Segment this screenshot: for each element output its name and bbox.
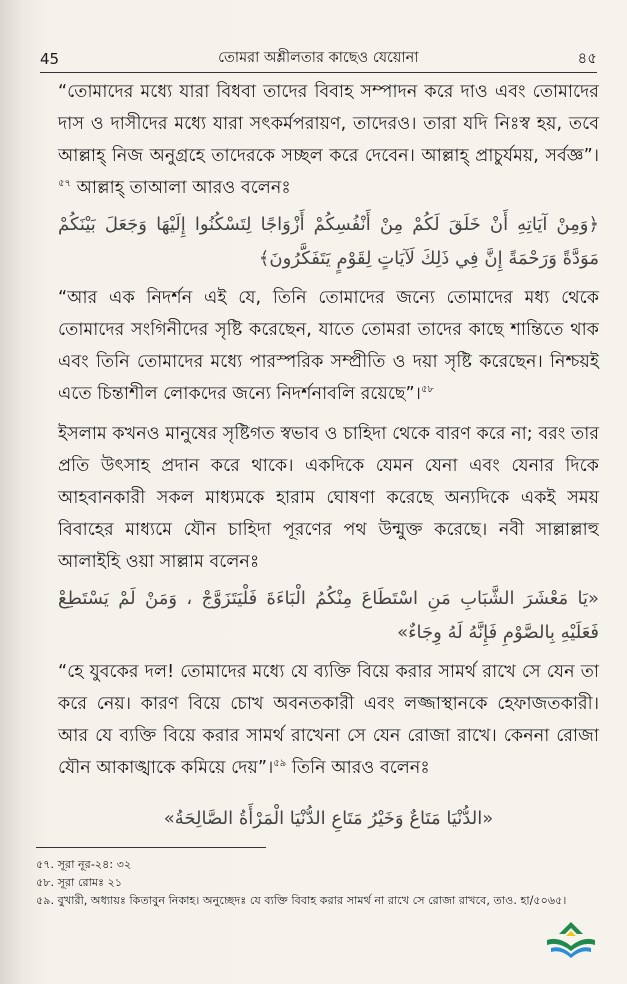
paragraph-2 <box>58 282 599 410</box>
book-logo-icon <box>543 918 599 964</box>
page-content <box>58 76 599 842</box>
footnote-59: ৫৯. বুখারী, অধ্যায়ঃ কিতাবুন নিকাহ। অনুচ্ছেদঃ যে ব্যক্তি বিবাহ করার সামর্থ না রাখে সে রোজা রাখবে, তাও. হা/৫০৬৫। <box>36 894 567 907</box>
paragraph-4-tail: তিনি আরও বলেনঃ <box>286 758 430 778</box>
arabic-hadith-2: «الدُّنْيَا مَتَاعٌ وَخَيْرُ مَتَاعِ الدُّنْيَا الْمَرْأَةُ الصَّالِحَةُ» <box>163 808 494 829</box>
footnote-divider <box>36 847 266 848</box>
paragraph-3: ইসলাম কখনও মানুষের সৃষ্টিগত স্বভাব ও চাহিদা থেকে বারণ করে না; বরং তার প্রতি উৎসাহ প্রদান করে থাকে। একদিকে যেমন যেনা এবং যেনার দিকে আহবানকারী সকল মাধ্যমকে হারাম ঘোষণা করেছে অন্যদিকে একই সময় বিবাহের মাধ্যমে যৌন চাহিদা পূরণের পথ উন্মুক্ত করেছে। নবী সাল্লাল্লাহু আলাইহি ওয়া সাল্লাম বলেনঃ <box>58 424 599 572</box>
footnote-ref-57: ৫৭ <box>58 178 71 190</box>
paragraph-1 <box>58 76 599 204</box>
footnote-57: ৫৭. সূরা নূর-২৪: ৩২ <box>36 858 132 871</box>
paragraph-1-text: “তোমাদের মধ্যে যারা বিধবা তাদের বিবাহ সম্পাদন করে দাও এবং তোমাদের দাস ও দাসীদের মধ্যে যারা সৎকর্মপরায়ণ, তাদেরও। তারা যদি নিঃস্ব হয়, তবে আল্লাহ্ নিজ অনুগ্রহে তাদেরকে সচ্ছল করে দেবেন। আল্লাহ্ প্রাচুর্যময়, সর্বজ্ঞ”। <box>58 82 599 166</box>
page-number-left: 45 <box>40 50 60 68</box>
paragraph-1-tail: আল্লাহ্ তাআলা আরও বলেনঃ <box>71 178 291 198</box>
footnote-58: ৫৮. সূরা রোমঃ ২১ <box>36 876 123 889</box>
footnote-ref-58: ৫৮ <box>420 384 434 396</box>
paragraph-2-text: “আর এক নিদর্শন এই যে, তিনি তোমাদের জন্যে তোমাদের মধ্য থেকে তোমাদের সংগিনীদের সৃষ্টি করেছেন, যাতে তোমরা তাদের কাছে শান্তিতে থাক এবং তিনি তোমাদের মধ্যে পারস্পরিক সম্প্রীতি ও দয়া সৃষ্টি করেছেন। নিশ্চয়ই এতে চিন্তাশীল লোকদের জন্যে নিদর্শনাবলি রয়েছে”। <box>58 288 599 404</box>
paragraph-4-text: “হে যুবকের দল! তোমাদের মধ্যে যে ব্যক্তি বিয়ে করার সামর্থ রাখে সে যেন তা করে নেয়। কারণ বিয়ে চোখ অবনতকারী এবং লজ্জাস্থানকে হেফাজতকারী। আর যে ব্যক্তি বিয়ে করার সামর্থ রাখেনা সে যেন রোজা রাখে। কেননা রোজা যৌন আকাঙ্খাকে কমিয়ে দেয়”। <box>58 662 599 778</box>
running-title: তোমরা অশ্লীলতার কাছেও যেয়োনা <box>218 50 419 66</box>
footnotes <box>36 856 597 910</box>
footnote-ref-59: ৫৯ <box>273 758 287 770</box>
page-header <box>40 46 597 73</box>
arabic-verse-1: ﴿وَمِنْ آيَاتِهِ أَنْ خَلَقَ لَكُمْ مِنْ أَنْفُسِكُمْ أَزْوَاجًا لِتَسْكُنُوا إِلَيْهَا وَجَعَلَ بَيْنَكُمْ مَوَدَّةً وَرَحْمَةً إِنَّ فِي ذَلِكَ لَآيَاتٍ لِقَوْمٍ يَتَفَكَّرُونَ﴾ <box>58 214 599 269</box>
paragraph-4 <box>58 656 599 784</box>
page-number-right: ৪৫ <box>577 48 597 67</box>
arabic-hadith-1: «يَا مَعْشَرَ الشَّبَابِ مَنِ اسْتَطَاعَ مِنْكُمُ الْبَاءَةَ فَلْيَتَزَوَّجْ ، وَمَنْ لَمْ يَسْتَطِعْ فَعَلَيْهِ بِالصَّوْمِ فَإِنَّهُ لَهُ وِجَاءٌ» <box>58 588 599 643</box>
